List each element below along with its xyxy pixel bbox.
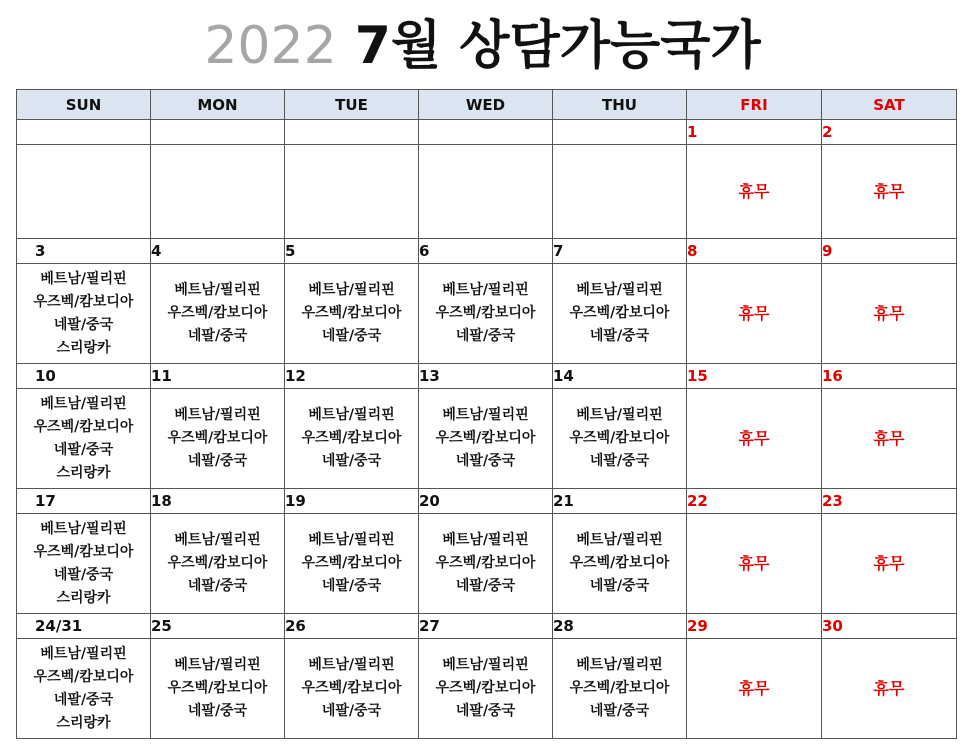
country-line: 우즈벡/캄보디아	[435, 555, 536, 571]
country-line: 우즈벡/캄보디아	[33, 293, 134, 310]
date-row	[17, 364, 957, 389]
holiday-cell	[687, 264, 822, 364]
consult-cell	[17, 264, 151, 364]
consult-cell	[285, 264, 419, 364]
content-row	[17, 639, 957, 739]
country-line: 우즈벡/캄보디아	[435, 680, 536, 696]
holiday-cell	[822, 264, 957, 364]
country-line: 베트남/필리핀	[174, 657, 261, 673]
content-row	[17, 514, 957, 614]
consult-cell	[151, 264, 285, 364]
date-number-thu: 28	[553, 614, 687, 639]
date-number-tue: 19	[285, 489, 419, 514]
date-number-wed: 13	[419, 364, 553, 389]
date-row	[17, 239, 957, 264]
holiday-label: 휴무	[873, 304, 905, 323]
holiday-cell	[822, 145, 957, 239]
date-number-mon: 18	[151, 489, 285, 514]
date-number-thu: 21	[553, 489, 687, 514]
country-line: 스리랑카	[56, 589, 111, 606]
country-line: 네팔/중국	[321, 703, 382, 719]
consult-cell	[151, 389, 285, 489]
date-number-sun: 10	[17, 364, 151, 389]
header-wed: WED	[419, 90, 553, 120]
consult-cell	[419, 514, 553, 614]
consult-cell	[419, 145, 553, 239]
country-line: 우즈벡/캄보디아	[435, 430, 536, 446]
date-row	[17, 120, 957, 145]
country-line: 베트남/필리핀	[442, 282, 529, 298]
date-number-sun: 24/31	[17, 614, 151, 639]
country-line: 베트남/필리핀	[576, 657, 663, 673]
country-line: 베트남/필리핀	[40, 520, 127, 537]
calendar-table	[16, 89, 957, 739]
content-row	[17, 389, 957, 489]
country-line: 우즈벡/캄보디아	[33, 543, 134, 560]
country-line: 네팔/중국	[187, 453, 248, 469]
date-number-fri: 8	[687, 239, 822, 264]
country-line: 우즈벡/캄보디아	[569, 555, 670, 571]
date-number-sun: 17	[17, 489, 151, 514]
country-line: 우즈벡/캄보디아	[569, 430, 670, 446]
country-line: 네팔/중국	[187, 703, 248, 719]
country-line: 네팔/중국	[53, 691, 114, 708]
country-line: 스리랑카	[56, 339, 111, 356]
country-line: 베트남/필리핀	[174, 282, 261, 298]
country-line: 네팔/중국	[321, 453, 382, 469]
country-line: 스리랑카	[56, 464, 111, 481]
date-number-mon: 11	[151, 364, 285, 389]
country-line: 베트남/필리핀	[308, 282, 395, 298]
holiday-cell	[687, 514, 822, 614]
consult-cell	[285, 514, 419, 614]
date-number-wed: 6	[419, 239, 553, 264]
holiday-label: 휴무	[738, 182, 770, 201]
date-number-tue: 5	[285, 239, 419, 264]
consult-cell	[285, 639, 419, 739]
header-thu: THU	[553, 90, 687, 120]
consult-cell	[17, 639, 151, 739]
date-number-tue	[285, 120, 419, 145]
country-line: 네팔/중국	[589, 453, 650, 469]
country-line: 네팔/중국	[187, 328, 248, 344]
country-line: 네팔/중국	[589, 328, 650, 344]
consult-cell	[17, 389, 151, 489]
consult-cell	[419, 639, 553, 739]
date-number-sun	[17, 120, 151, 145]
country-line: 우즈벡/캄보디아	[167, 305, 268, 321]
header-sat: SAT	[822, 90, 957, 120]
country-line: 네팔/중국	[589, 703, 650, 719]
consult-cell	[553, 264, 687, 364]
country-line: 우즈벡/캄보디아	[167, 555, 268, 571]
date-number-sat: 30	[822, 614, 957, 639]
consult-cell	[151, 514, 285, 614]
country-line: 우즈벡/캄보디아	[301, 680, 402, 696]
holiday-cell	[687, 389, 822, 489]
date-number-wed	[419, 120, 553, 145]
country-line: 베트남/필리핀	[576, 407, 663, 423]
date-number-sat: 9	[822, 239, 957, 264]
date-number-tue: 26	[285, 614, 419, 639]
country-line: 네팔/중국	[53, 316, 114, 333]
country-line: 베트남/필리핀	[442, 407, 529, 423]
consult-cell	[17, 145, 151, 239]
country-line: 베트남/필리핀	[40, 270, 127, 287]
country-line: 베트남/필리핀	[442, 657, 529, 673]
consult-cell	[151, 639, 285, 739]
consult-cell	[151, 145, 285, 239]
holiday-label: 휴무	[873, 429, 905, 448]
date-number-fri: 29	[687, 614, 822, 639]
date-number-thu	[553, 120, 687, 145]
country-line: 우즈벡/캄보디아	[167, 430, 268, 446]
date-row	[17, 489, 957, 514]
country-line: 네팔/중국	[321, 328, 382, 344]
content-row	[17, 145, 957, 239]
consult-cell	[553, 389, 687, 489]
country-line: 우즈벡/캄보디아	[301, 305, 402, 321]
country-line: 네팔/중국	[53, 566, 114, 583]
country-line: 베트남/필리핀	[442, 532, 529, 548]
country-line: 우즈벡/캄보디아	[435, 305, 536, 321]
country-line: 네팔/중국	[321, 578, 382, 594]
country-line: 네팔/중국	[455, 703, 516, 719]
date-number-sun: 3	[17, 239, 151, 264]
date-number-sat: 23	[822, 489, 957, 514]
holiday-cell	[822, 389, 957, 489]
date-row	[17, 614, 957, 639]
country-line: 우즈벡/캄보디아	[569, 680, 670, 696]
page-title	[0, 10, 965, 82]
country-line: 베트남/필리핀	[40, 395, 127, 412]
country-line: 스리랑카	[56, 714, 111, 731]
holiday-label: 휴무	[738, 679, 770, 698]
consult-cell	[553, 514, 687, 614]
header-fri: FRI	[687, 90, 822, 120]
date-number-mon	[151, 120, 285, 145]
title-year: 2022	[204, 16, 337, 76]
weekday-header-row	[17, 90, 957, 120]
date-number-wed: 27	[419, 614, 553, 639]
country-line: 우즈벡/캄보디아	[301, 430, 402, 446]
country-line: 네팔/중국	[455, 453, 516, 469]
content-row	[17, 264, 957, 364]
date-number-wed: 20	[419, 489, 553, 514]
calendar-body	[17, 120, 957, 739]
header-mon: MON	[151, 90, 285, 120]
holiday-label: 휴무	[738, 304, 770, 323]
holiday-label: 휴무	[873, 554, 905, 573]
country-line: 우즈벡/캄보디아	[33, 668, 134, 685]
header-sun: SUN	[17, 90, 151, 120]
country-line: 베트남/필리핀	[576, 532, 663, 548]
date-number-mon: 25	[151, 614, 285, 639]
date-number-sat: 16	[822, 364, 957, 389]
title-month-text: 7월 상담가능국가	[354, 16, 761, 76]
consult-cell	[17, 514, 151, 614]
consult-cell	[285, 145, 419, 239]
country-line: 베트남/필리핀	[174, 407, 261, 423]
country-line: 우즈벡/캄보디아	[569, 305, 670, 321]
date-number-mon: 4	[151, 239, 285, 264]
country-line: 베트남/필리핀	[174, 532, 261, 548]
date-number-fri: 15	[687, 364, 822, 389]
holiday-cell	[687, 145, 822, 239]
country-line: 우즈벡/캄보디아	[301, 555, 402, 571]
country-line: 네팔/중국	[455, 578, 516, 594]
header-tue: TUE	[285, 90, 419, 120]
country-line: 우즈벡/캄보디아	[33, 418, 134, 435]
date-number-sat: 2	[822, 120, 957, 145]
country-line: 베트남/필리핀	[308, 532, 395, 548]
date-number-thu: 14	[553, 364, 687, 389]
consult-cell	[419, 264, 553, 364]
country-line: 베트남/필리핀	[308, 657, 395, 673]
holiday-label: 휴무	[873, 182, 905, 201]
country-line: 우즈벡/캄보디아	[167, 680, 268, 696]
holiday-label: 휴무	[738, 554, 770, 573]
country-line: 네팔/중국	[53, 441, 114, 458]
country-line: 네팔/중국	[589, 578, 650, 594]
date-number-fri: 1	[687, 120, 822, 145]
consult-cell	[553, 145, 687, 239]
country-line: 네팔/중국	[455, 328, 516, 344]
date-number-fri: 22	[687, 489, 822, 514]
holiday-label: 휴무	[738, 429, 770, 448]
country-line: 네팔/중국	[187, 578, 248, 594]
country-line: 베트남/필리핀	[576, 282, 663, 298]
date-number-thu: 7	[553, 239, 687, 264]
holiday-cell	[822, 514, 957, 614]
date-number-tue: 12	[285, 364, 419, 389]
consult-cell	[419, 389, 553, 489]
holiday-label: 휴무	[873, 679, 905, 698]
consult-cell	[285, 389, 419, 489]
country-line: 베트남/필리핀	[40, 645, 127, 662]
consult-cell	[553, 639, 687, 739]
country-line: 베트남/필리핀	[308, 407, 395, 423]
holiday-cell	[822, 639, 957, 739]
holiday-cell	[687, 639, 822, 739]
